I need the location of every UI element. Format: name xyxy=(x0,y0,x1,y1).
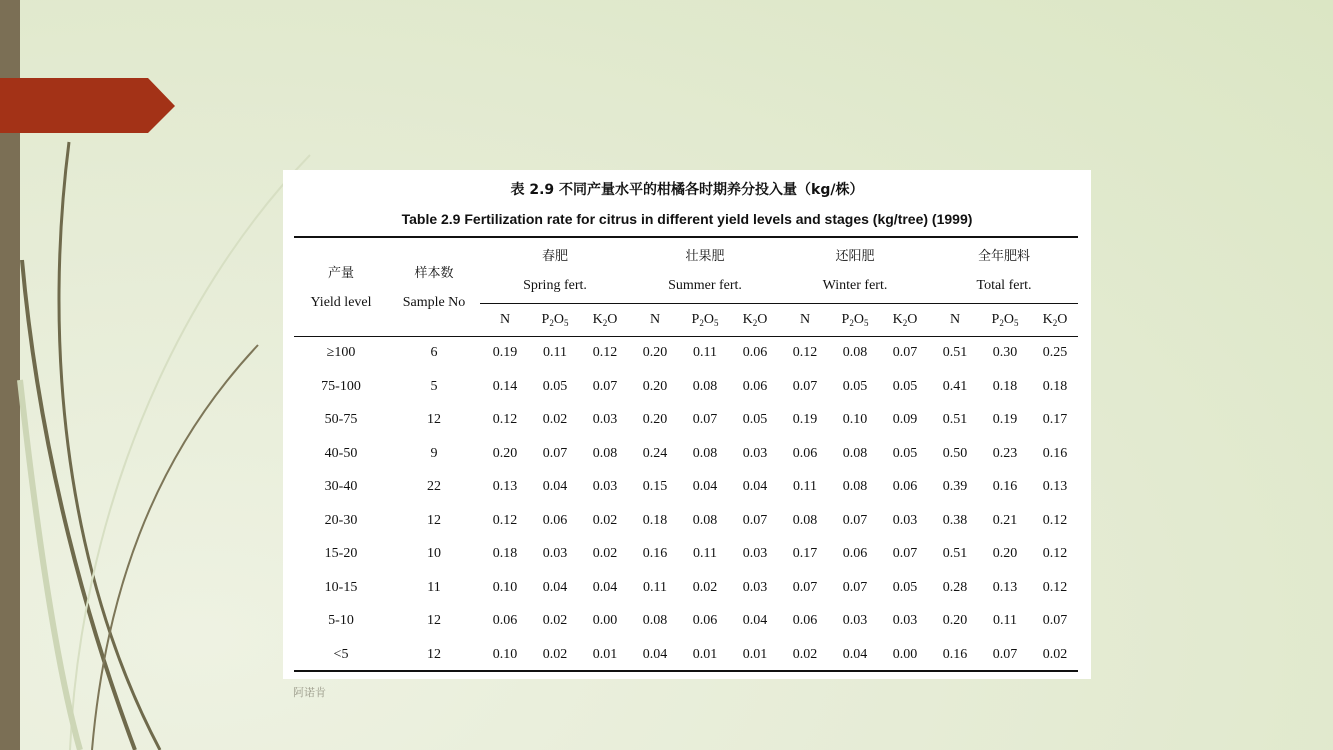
table-cell-value: 0.07 xyxy=(542,445,568,461)
table-cell-value: 0.08 xyxy=(842,345,868,360)
table-cell-value: 0.07 xyxy=(592,378,618,394)
nutrient-header: $K_2O$ xyxy=(592,312,618,328)
table-cell-value: 0.15 xyxy=(642,479,668,494)
nutrient-header: N xyxy=(649,312,661,327)
table-cell-value: 0.03 xyxy=(742,579,768,595)
group-spring-cn: 春肥 xyxy=(541,249,568,264)
row-yield-level: 75-100 xyxy=(321,378,361,394)
table-cell-value: 0.06 xyxy=(742,378,768,394)
nutrient-header: N xyxy=(799,312,811,327)
row-sample-count: 12 xyxy=(427,412,441,427)
table-title-en: Table 2.9 Fertilization rate for citrus in different yield levels and stages (kg/tree) (1999) xyxy=(401,211,973,227)
table-cell-value: 0.11 xyxy=(693,345,717,360)
table-cell-value: 0.51 xyxy=(942,546,968,561)
nutrient-header: $K_2O$ xyxy=(892,312,918,328)
table-cell-value: 0.50 xyxy=(942,445,968,461)
table-bottom-rule xyxy=(294,670,1078,672)
table-cell-value: 0.13 xyxy=(992,579,1018,595)
row-sample-count: 12 xyxy=(427,646,441,662)
table-cell-value: 0.11 xyxy=(793,479,817,494)
table-cell-value: 0.06 xyxy=(842,546,868,561)
row-sample-count: 12 xyxy=(427,613,441,628)
table-cell-value: 0.04 xyxy=(842,646,868,662)
table-cell-value: 0.12 xyxy=(792,345,818,360)
row-sample-count: 10 xyxy=(427,546,441,561)
fertilization-table xyxy=(283,170,1091,679)
table-cell-value: 0.19 xyxy=(792,412,818,427)
table-cell-value: 0.24 xyxy=(642,445,668,461)
table-cell-value: 0.51 xyxy=(942,412,968,427)
table-cell-value: 0.03 xyxy=(892,613,918,628)
header-sample-cn: 样本数 xyxy=(414,266,454,281)
table-cell-value: 0.06 xyxy=(692,613,718,628)
table-cell-value: 0.05 xyxy=(842,378,868,394)
table-cell-value: 0.03 xyxy=(542,546,568,561)
row-sample-count: 11 xyxy=(427,579,441,595)
table-cell-value: 0.08 xyxy=(842,479,868,494)
table-cell-value: 0.04 xyxy=(642,646,668,662)
table-cell-value: 0.02 xyxy=(792,646,818,662)
table-cell-value: 0.20 xyxy=(992,546,1018,561)
table-cell-value: 0.05 xyxy=(892,579,918,595)
table-top-rule xyxy=(294,236,1078,238)
table-cell-value: 0.23 xyxy=(992,445,1018,461)
table-cell-value: 0.20 xyxy=(642,378,668,394)
table-cell-value: 0.18 xyxy=(492,546,518,561)
table-header-rule xyxy=(294,336,1078,337)
table-cell-value: 0.06 xyxy=(792,613,818,628)
header-yield-en: Yield level xyxy=(310,295,372,310)
table-cell-value: 0.06 xyxy=(742,345,768,360)
table-cell-value: 0.07 xyxy=(892,345,918,360)
table-cell-value: 0.13 xyxy=(1042,479,1068,494)
table-cell-value: 0.07 xyxy=(692,412,718,427)
table-cell-value: 0.02 xyxy=(692,579,718,595)
nutrient-header: $P_2O_5$ xyxy=(841,312,869,328)
table-cell-value: 0.12 xyxy=(492,412,518,427)
group-winter-en: Winter fert. xyxy=(822,278,888,293)
table-cell-value: 0.03 xyxy=(592,412,618,427)
table-cell-value: 0.16 xyxy=(992,479,1018,494)
table-cell-value: 0.14 xyxy=(492,378,518,394)
row-yield-level: 15-20 xyxy=(324,546,358,561)
table-cell-value: 0.08 xyxy=(692,445,718,461)
nutrient-header: $P_2O_5$ xyxy=(691,312,719,328)
table-cell-value: 0.10 xyxy=(842,412,868,427)
group-total-cn: 全年肥料 xyxy=(977,249,1030,264)
table-cell-value: 0.03 xyxy=(592,479,618,494)
table-cell-value: 0.11 xyxy=(543,345,567,360)
nutrient-header: N xyxy=(499,312,511,327)
table-cell-value: 0.12 xyxy=(1042,546,1068,561)
table-cell-value: 0.05 xyxy=(892,378,918,394)
table-cell-value: 0.08 xyxy=(642,613,668,628)
group-spring-en: Spring fert. xyxy=(523,278,587,293)
table-cell-value: 0.03 xyxy=(842,613,868,628)
table-cell-value: 0.19 xyxy=(492,345,518,360)
table-cell-value: 0.00 xyxy=(592,613,618,628)
table-cell-value: 0.02 xyxy=(592,546,618,561)
table-cell-value: 0.02 xyxy=(592,512,618,528)
table-cell-value: 0.16 xyxy=(642,546,668,561)
nutrient-header: $P_2O_5$ xyxy=(991,312,1019,328)
table-cell-value: 0.02 xyxy=(542,613,568,628)
table-cell-value: 0.08 xyxy=(692,512,718,528)
table-cell-value: 0.02 xyxy=(1042,646,1068,662)
table-cell-value: 0.25 xyxy=(1042,345,1068,360)
group-summer-en: Summer fert. xyxy=(668,278,742,293)
row-yield-level: 20-30 xyxy=(324,512,358,528)
table-cell-value: 0.02 xyxy=(542,646,568,662)
row-yield-level: ≥100 xyxy=(326,345,356,360)
row-sample-count: 5 xyxy=(430,378,438,394)
row-yield-level: <5 xyxy=(333,646,349,662)
table-cell-value: 0.06 xyxy=(542,512,568,528)
table-cell-value: 0.05 xyxy=(892,445,918,461)
table-cell-value: 0.51 xyxy=(942,345,968,360)
nutrient-header: $P_2O_5$ xyxy=(541,312,569,328)
table-cell-value: 0.20 xyxy=(642,412,668,427)
table-cell-value: 0.01 xyxy=(742,646,768,662)
table-cell-value: 0.08 xyxy=(842,445,868,461)
table-cell-value: 0.12 xyxy=(592,345,618,360)
table-cell-value: 0.17 xyxy=(792,546,818,561)
table-cell-value: 0.06 xyxy=(492,613,518,628)
nutrient-header: $K_2O$ xyxy=(1042,312,1068,328)
row-yield-level: 10-15 xyxy=(324,579,358,595)
table-cell-value: 0.11 xyxy=(643,579,667,595)
row-yield-level: 5-10 xyxy=(328,613,354,628)
table-cell-value: 0.08 xyxy=(592,445,618,461)
table-cell-value: 0.39 xyxy=(942,479,968,494)
group-summer-cn: 壮果肥 xyxy=(685,249,725,264)
table-cell-value: 0.13 xyxy=(492,479,518,494)
table-cell-value: 0.12 xyxy=(492,512,518,528)
table-title-cn: 表 2.9 不同产量水平的柑橘各时期养分投入量（kg/株） xyxy=(510,182,864,198)
table-cell-value: 0.07 xyxy=(892,546,918,561)
table-cell-value: 0.41 xyxy=(942,378,968,394)
table-cell-value: 0.03 xyxy=(892,512,918,528)
table-cell-value: 0.07 xyxy=(1042,613,1068,628)
table-cell-value: 0.04 xyxy=(742,479,768,494)
row-yield-level: 50-75 xyxy=(324,412,358,427)
table-cell-value: 0.01 xyxy=(592,646,618,662)
table-cell-value: 0.11 xyxy=(993,613,1017,628)
table-cell-value: 0.38 xyxy=(942,512,968,528)
table-cell-value: 0.03 xyxy=(742,546,768,561)
row-sample-count: 9 xyxy=(430,445,438,461)
table-cell-value: 0.12 xyxy=(1042,579,1068,595)
group-winter-cn: 还阳肥 xyxy=(835,249,875,264)
header-sample-en: Sample No xyxy=(402,295,466,310)
table-cell-value: 0.08 xyxy=(692,378,718,394)
row-sample-count: 12 xyxy=(427,512,441,528)
table-cell-value: 0.04 xyxy=(542,579,568,595)
table-cell-value: 0.07 xyxy=(742,512,768,528)
table-cell-value: 0.07 xyxy=(992,646,1018,662)
table-cell-value: 0.07 xyxy=(842,579,868,595)
table-cell-value: 0.30 xyxy=(992,345,1018,360)
table-cell-value: 0.00 xyxy=(892,646,918,662)
title-arrow-banner xyxy=(0,78,176,134)
table-cell-value: 0.01 xyxy=(692,646,718,662)
table-cell-value: 0.17 xyxy=(1042,412,1068,427)
row-sample-count: 22 xyxy=(427,479,441,494)
table-cell-value: 0.02 xyxy=(542,412,568,427)
header-yield-cn: 产量 xyxy=(327,266,354,281)
table-cell-value: 0.28 xyxy=(942,579,968,595)
table-cell-value: 0.04 xyxy=(542,479,568,494)
table-cell-value: 0.03 xyxy=(742,445,768,461)
table-cell-value: 0.04 xyxy=(592,579,618,595)
table-cell-value: 0.07 xyxy=(792,378,818,394)
row-sample-count: 6 xyxy=(430,345,438,360)
table-cell-value: 0.09 xyxy=(892,412,918,427)
table-cell-value: 0.16 xyxy=(1042,445,1068,461)
row-yield-level: 30-40 xyxy=(324,479,358,494)
table-cell-value: 0.04 xyxy=(692,479,718,494)
table-cell-value: 0.11 xyxy=(693,546,717,561)
table-cell-value: 0.12 xyxy=(1042,512,1068,528)
table-cell-value: 0.20 xyxy=(642,345,668,360)
table-cell-value: 0.04 xyxy=(742,613,768,628)
table-cell-value: 0.05 xyxy=(542,378,568,394)
group-total-en: Total fert. xyxy=(976,278,1032,293)
image-caption: 阿诺肯 xyxy=(293,686,326,699)
table-cell-value: 0.05 xyxy=(742,412,768,427)
table-cell-value: 0.21 xyxy=(992,512,1018,528)
table-cell-value: 0.19 xyxy=(992,412,1018,427)
table-cell-value: 0.18 xyxy=(1042,378,1068,394)
table-cell-value: 0.07 xyxy=(842,512,868,528)
table-cell-value: 0.10 xyxy=(492,646,518,662)
table-cell-value: 0.20 xyxy=(492,445,518,461)
table-cell-value: 0.18 xyxy=(992,378,1018,394)
nutrient-header: N xyxy=(949,312,961,327)
table-cell-value: 0.06 xyxy=(792,445,818,461)
table-cell-value: 0.08 xyxy=(792,512,818,528)
table-group-rule xyxy=(480,303,1078,304)
nutrient-header: $K_2O$ xyxy=(742,312,768,328)
table-cell-value: 0.20 xyxy=(942,613,968,628)
table-cell-value: 0.06 xyxy=(892,479,918,494)
row-yield-level: 40-50 xyxy=(324,445,358,461)
table-cell-value: 0.16 xyxy=(942,646,968,662)
table-cell-value: 0.10 xyxy=(492,579,518,595)
table-cell-value: 0.07 xyxy=(792,579,818,595)
table-cell-value: 0.18 xyxy=(642,512,668,528)
